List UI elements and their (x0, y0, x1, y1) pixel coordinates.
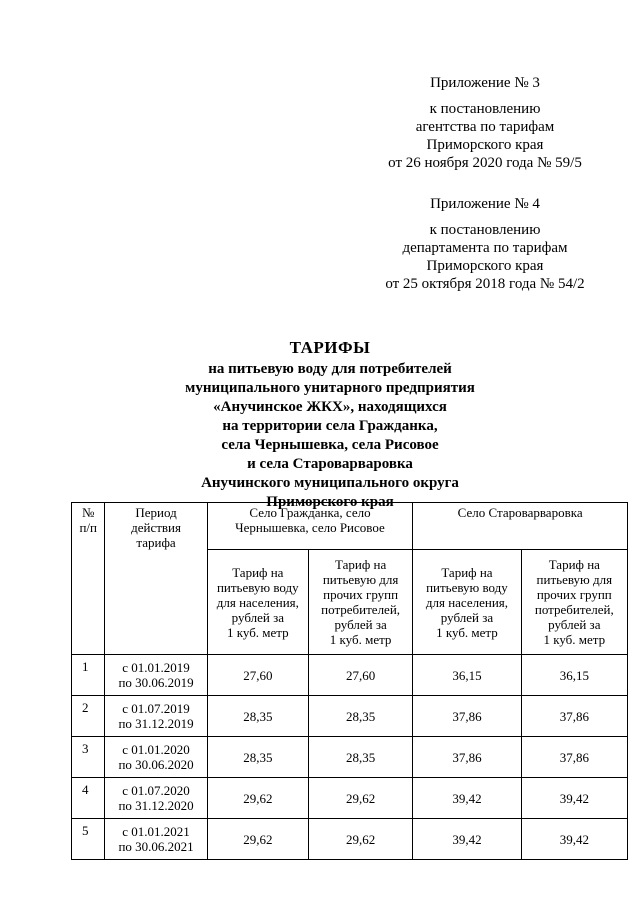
table-row (72, 737, 628, 778)
period-from: с 01.01.2019 (122, 660, 190, 675)
header-period (105, 503, 207, 655)
header-period-line: тарифа (136, 535, 176, 550)
tariff-table (71, 502, 628, 860)
period-to: по 30.06.2021 (118, 839, 194, 854)
header-number-line: № (82, 505, 95, 520)
subheader-line: рублей за (231, 609, 284, 625)
heading-line: села Чернышевка, села Рисовое (221, 437, 439, 453)
heading-line: «Анучинское ЖКХ», находящихся (213, 399, 447, 415)
heading-line: и села Староварваровка (247, 456, 413, 472)
appendix-3-line: Приморского края (426, 137, 544, 153)
row-number: 3 (72, 737, 105, 778)
row-period (105, 819, 207, 860)
subheader-line: питьевую воду (426, 579, 508, 595)
row-number: 2 (72, 696, 105, 737)
subheader-line: рублей за (548, 617, 601, 632)
tariff-value: 27,60 (308, 655, 412, 696)
tariff-value: 29,62 (207, 819, 308, 860)
subheader-population-2 (413, 550, 521, 655)
period-from: с 01.01.2021 (122, 824, 190, 839)
table-row (72, 819, 628, 860)
period-to: по 31.12.2019 (118, 716, 194, 731)
tariff-value: 29,62 (308, 778, 412, 819)
appendix-3-line: от 26 ноября 2020 года № 59/5 (388, 155, 582, 171)
heading-line: Анучинского муниципального округа (201, 475, 459, 491)
subheader-line: для населения, (425, 594, 509, 610)
appendix-3-title: Приложение № 3 (430, 75, 540, 91)
row-period (105, 696, 207, 737)
subheader-other-1 (308, 550, 412, 655)
tariff-value: 28,35 (308, 737, 412, 778)
subheader-line: для населения, (216, 594, 299, 610)
period-to: по 30.06.2019 (118, 675, 194, 690)
subheader-line: прочих групп (536, 587, 612, 602)
subheader-line: Тариф на (548, 557, 600, 572)
tariff-value: 28,35 (207, 696, 308, 737)
tariff-value: 27,60 (207, 655, 308, 696)
subheader-population-1 (207, 550, 308, 655)
subheader-line: 1 куб. метр (436, 624, 498, 640)
table-row (72, 778, 628, 819)
appendix-4-line: к постановлению (429, 222, 541, 238)
tariff-value: 29,62 (207, 778, 308, 819)
heading-line: муниципального унитарного предприятия (185, 380, 475, 396)
tariff-value: 37,86 (413, 696, 521, 737)
table-row (72, 696, 628, 737)
tariff-value: 37,86 (521, 737, 627, 778)
appendix-3-line: агентства по тарифам (415, 119, 555, 135)
subheader-line: прочих групп (323, 587, 399, 602)
subheader-line: питьевую для (536, 572, 613, 587)
appendix-4-line: департамента по тарифам (402, 240, 568, 256)
period-from: с 01.01.2020 (122, 742, 190, 757)
tariff-value: 28,35 (207, 737, 308, 778)
document-title: ТАРИФЫ (289, 338, 371, 357)
subheader-line: Тариф на (441, 564, 493, 580)
subheader-line: Тариф на (334, 557, 387, 572)
header-group-starovarvarovka: Село Староварваровка (413, 503, 628, 550)
appendix-3-line: к постановлению (429, 101, 541, 117)
tariff-value: 36,15 (413, 655, 521, 696)
tariff-value: 37,86 (413, 737, 521, 778)
row-period (105, 778, 207, 819)
subheader-line: питьевую для (322, 572, 399, 587)
subheader-line: питьевую воду (216, 579, 299, 595)
subheader-line: 1 куб. метр (329, 632, 392, 647)
period-to: по 30.06.2020 (118, 757, 194, 772)
appendix-4-block (380, 195, 590, 293)
period-to: по 31.12.2020 (118, 798, 194, 813)
subheader-other-2 (521, 550, 627, 655)
row-number: 4 (72, 778, 105, 819)
header-period-line: действия (131, 520, 181, 535)
header-number-line: п/п (79, 520, 97, 535)
subheader-line: 1 куб. метр (226, 624, 289, 640)
subheader-line: 1 куб. метр (543, 632, 606, 647)
appendix-4-line: от 25 октября 2018 года № 54/2 (385, 276, 585, 292)
row-period (105, 655, 207, 696)
tariff-value: 36,15 (521, 655, 627, 696)
document-heading (110, 338, 550, 512)
tariff-value: 28,35 (308, 696, 412, 737)
header-period-line: Период (135, 505, 177, 520)
subheader-line: Тариф на (232, 564, 284, 580)
tariff-value: 39,42 (413, 778, 521, 819)
period-from: с 01.07.2019 (122, 701, 190, 716)
appendix-4-title: Приложение № 4 (430, 196, 540, 212)
heading-line: Приморского края (266, 494, 394, 510)
subheader-line: потребителей, (534, 602, 614, 617)
heading-line: на питьевую воду для потребителей (208, 361, 452, 377)
tariff-value: 37,86 (521, 696, 627, 737)
period-from: с 01.07.2020 (122, 783, 190, 798)
tariff-value: 39,42 (521, 819, 627, 860)
tariff-value: 39,42 (413, 819, 521, 860)
appendix-3-block (380, 74, 590, 172)
subheader-line: рублей за (440, 609, 494, 625)
row-period (105, 737, 207, 778)
tariff-value: 39,42 (521, 778, 627, 819)
row-number: 1 (72, 655, 105, 696)
subheader-line: потребителей, (321, 602, 401, 617)
header-group-line: Село Гражданка, село (249, 505, 371, 520)
subheader-line: рублей за (334, 617, 387, 632)
tariff-value: 29,62 (308, 819, 412, 860)
row-number: 5 (72, 819, 105, 860)
heading-line: на территории села Гражданка, (222, 418, 438, 434)
appendix-4-line: Приморского края (426, 258, 544, 274)
header-number (72, 503, 105, 655)
table-row (72, 655, 628, 696)
header-group-grazhdanka (207, 503, 413, 550)
header-group-line: Чернышевка, село Рисовое (235, 520, 385, 535)
